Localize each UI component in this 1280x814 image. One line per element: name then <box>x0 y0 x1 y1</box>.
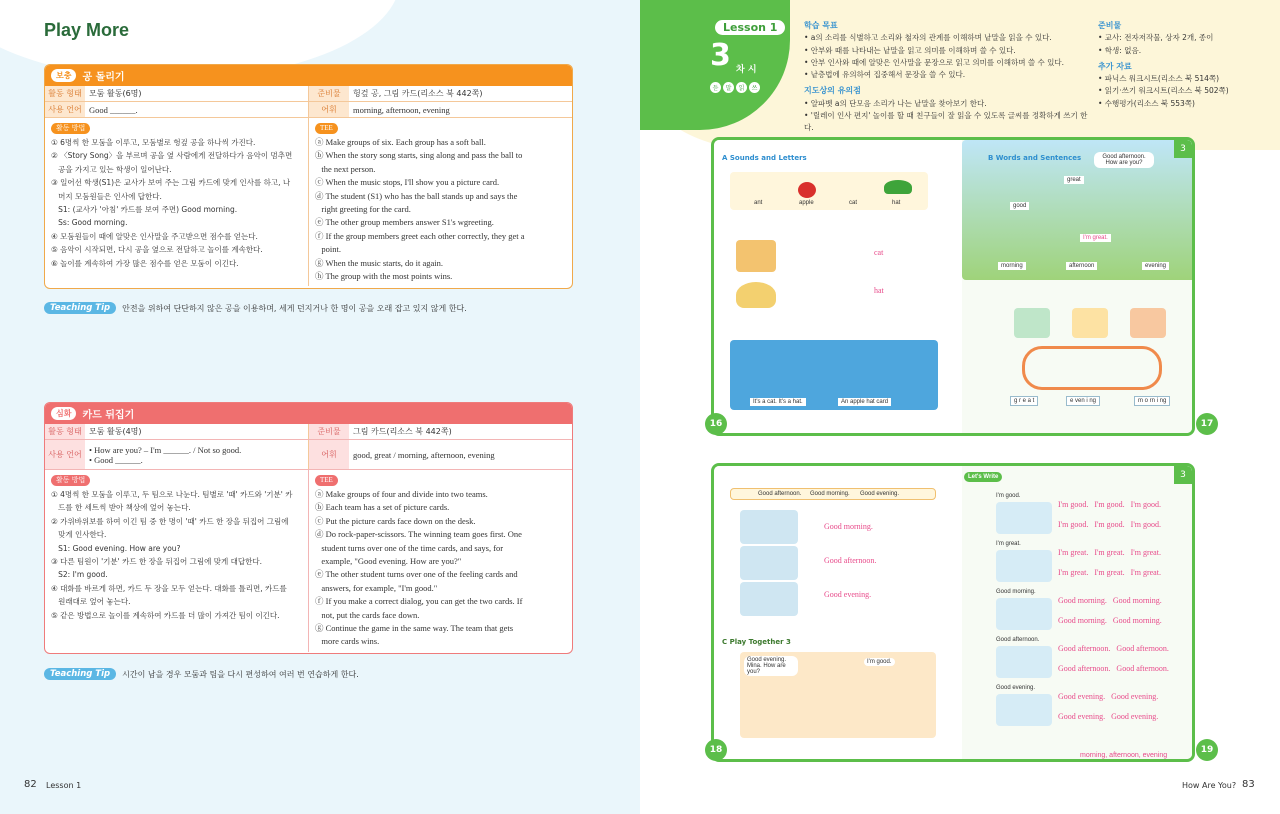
goal-item: • 안부 인사와 때에 알맞은 인사말을 문장으로 읽고 의미를 이해하며 쓸 수 있다. <box>804 57 1065 67</box>
note-item: • '릴레이 인사 편지' 놀이를 할 때 친구들이 잘 읽을 수 있도록 글씨를 정확하게 쓰기 한다. <box>804 111 1088 133</box>
card-text: It's a cat. It's a hat. <box>750 398 806 406</box>
answer-line: Good afternoon. <box>824 556 877 565</box>
method-pill: 활동 방법 <box>51 475 90 486</box>
match-picture <box>1072 308 1108 338</box>
lang-value <box>85 440 309 469</box>
step-item: ① 6명씩 한 모둠을 이루고, 모둠별로 헝겊 공을 하나씩 가진다. <box>51 138 256 147</box>
bottom-words: morning, afternoon, evening <box>1080 752 1168 759</box>
goal-item: • a의 소리를 식별하고 소리와 철자의 관계를 이해하며 낱말을 읽을 수 있다. <box>804 33 1052 43</box>
page-number: 82 <box>24 779 37 790</box>
lesson-footer: Lesson 1 <box>46 781 82 790</box>
activity-card-1 <box>44 64 573 289</box>
skill-dot: 듣 <box>710 82 721 93</box>
writing-picture <box>996 502 1052 534</box>
notes-title: 지도상의 유의점 <box>804 86 861 96</box>
writing-prompt: I'm great. <box>996 541 1021 547</box>
step-item: 머지 모둠원들은 인사에 답한다. <box>51 191 162 201</box>
section-a-title: A Sounds and Letters <box>722 154 807 162</box>
step-item: ⓓ The student (S1) who has the ball stands up and says the <box>315 190 518 201</box>
writing-prompt: Good morning. <box>996 589 1036 595</box>
step-item: ⓒ When the music stops, I'll show you a picture card. <box>315 177 500 188</box>
en-steps <box>309 470 572 652</box>
step-item: ④ 모둠원들이 때에 알맞은 인사말을 주고받으면 점수를 얻는다. <box>51 231 258 241</box>
prep-label: 준비물 <box>309 424 349 439</box>
lang-label: 사용 언어 <box>45 440 85 469</box>
step-item: point. <box>315 244 341 255</box>
step-item: the next person. <box>315 163 376 174</box>
lesson-label: Lesson 1 <box>715 20 785 35</box>
spread-right-page <box>962 140 1195 433</box>
scene-image <box>740 546 798 580</box>
form-label: 활동 형태 <box>45 86 85 101</box>
vocab-value: morning, afternoon, evening <box>353 104 450 115</box>
section-b-title: B Words and Sentences <box>988 154 1082 162</box>
step-item: ④ 대화를 바르게 하면, 카드 두 장을 모두 얻는다. 대화를 틀리면, 카드를 <box>51 583 287 593</box>
word-good: good <box>1010 202 1029 210</box>
step-item: Ss: Good morning. <box>51 218 128 228</box>
spread-left-page <box>714 466 962 759</box>
bank-word: Good morning. <box>810 491 850 497</box>
session-number: 3 <box>710 38 731 73</box>
spread-page-number: 18 <box>705 739 727 761</box>
answer-line: Good morning. <box>824 522 873 531</box>
lang-line: • How are you? – I'm ______. / Not so good. <box>89 444 242 455</box>
spelling-morning: m o rn i ng <box>1134 396 1170 406</box>
step-item: ⓖ Continue the game in the same way. The team that gets <box>315 623 514 634</box>
info-row <box>45 424 572 440</box>
step-item: ⑤ 같은 방법으로 놀이를 계속하여 카드를 더 많이 가져간 팀이 이긴다. <box>51 610 280 620</box>
activity-header <box>45 403 572 424</box>
skill-dot: 쓰 <box>749 82 760 93</box>
speech-bubble: Good afternoon. How are you? <box>1094 152 1154 168</box>
step-item: ③ 일어선 학생(S1)은 교사가 보여 주는 그림 카드에 맞게 인사를 하고, 나 <box>51 178 291 188</box>
step-item: ② 가위바위보를 하여 이긴 팀 중 한 명이 '때' 카드 한 장을 뒤집어 그림에 <box>51 516 289 526</box>
writing-picture <box>996 694 1052 726</box>
vocab-label: 어휘 <box>309 440 349 469</box>
card-text: An apple hat card <box>838 398 891 406</box>
goal-item: • 안부와 때를 나타내는 낱말을 읽고 의미를 이해하며 쓸 수 있다. <box>804 45 1016 55</box>
skill-dot: 말 <box>723 82 734 93</box>
page-number: 83 <box>1242 779 1255 790</box>
step-item: student turns over one of the time cards, and says, for <box>315 542 504 553</box>
step-item: ⑤ 음악이 시작되면, 다시 공을 옆으로 전달하고 놀이를 계속한다. <box>51 245 263 255</box>
step-item: S1: Good evening. How are you? <box>51 543 181 553</box>
activity-body <box>45 118 572 286</box>
step-item: ⓕ If you make a correct dialog, you can get the two cards. If <box>315 596 523 607</box>
writing-prompt: I'm good. <box>996 493 1021 499</box>
info-row <box>45 102 572 118</box>
ko-steps <box>45 470 309 652</box>
step-item: right greeting for the card. <box>315 204 411 215</box>
answer-cat: cat <box>874 248 884 257</box>
teaching-tip-2 <box>44 668 359 680</box>
prep-value: 그림 카드(리소스 북 442쪽) <box>353 427 452 436</box>
activity-body <box>45 470 572 652</box>
step-item: ⓓ Do rock-paper-scissors. The winning team goes first. One <box>315 529 522 540</box>
activity-card-2 <box>44 402 573 654</box>
word-hat: hat <box>892 200 901 206</box>
extra-item: • 읽기·쓰기 워크시트(리소스 북 502쪽) <box>1098 86 1229 96</box>
trace-line: Good afternoon. Good afternoon. <box>1058 664 1169 673</box>
trace-line: Good morning. Good morning. <box>1058 616 1162 625</box>
lang-line: • Good ______. <box>89 454 143 465</box>
step-item: 공을 가지고 있는 학생이 일어난다. <box>51 164 172 174</box>
writing-prompt: Good afternoon. <box>996 637 1040 643</box>
step-item: 맞게 인사한다. <box>51 530 107 540</box>
extra-item: • 파닉스 워크시트(리소스 북 514쪽) <box>1098 74 1220 84</box>
spread-page-number: 19 <box>1196 739 1218 761</box>
bank-word: Good afternoon. <box>758 491 802 497</box>
hat-image <box>884 180 912 194</box>
vocab-value: good, great / morning, afternoon, evening <box>353 449 495 460</box>
extra-item: • 수행평가(리소스 북 553쪽) <box>1098 98 1195 108</box>
time-evening: evening <box>1142 262 1169 270</box>
lang-label: 사용 언어 <box>45 102 85 117</box>
step-item: S1: (교사가 '아침' 카드를 보여 주면) Good morning. <box>51 205 238 215</box>
match-picture <box>1014 308 1050 338</box>
trace-line: I'm great. I'm great. I'm great. <box>1058 548 1161 557</box>
bank-word: Good evening. <box>860 491 900 497</box>
skill-dot: 읽 <box>736 82 747 93</box>
maze-lines <box>1022 346 1162 390</box>
form-value: 모둠 활동(6명) <box>85 86 309 101</box>
step-item: answers, for example, "I'm good." <box>315 582 438 593</box>
trace-line: I'm good. I'm good. I'm good. <box>1058 500 1161 509</box>
tip-text: 안전을 위하여 단단하지 않은 공을 이용하며, 세게 던지거나 한 명이 공을 오래 잡고 있지 않게 한다. <box>122 303 467 313</box>
trace-line: Good evening. Good evening. <box>1058 692 1159 701</box>
step-item: not, put the cards face down. <box>315 609 420 620</box>
goals-title: 학습 목표 <box>804 21 838 30</box>
speech-bubble: Good evening. Mina. How are you? <box>744 656 798 676</box>
hat-image <box>736 282 776 308</box>
scene-image <box>740 510 798 544</box>
activity-name: 카드 뒤집기 <box>82 410 135 421</box>
spelling-great: g r e a t <box>1010 396 1038 406</box>
prep-label: 준비물 <box>309 86 349 101</box>
step-item: ③ 다른 팀원이 '기분' 카드 한 장을 뒤집어 그림에 맞게 대답한다. <box>51 557 262 567</box>
corner-number: 3 <box>1174 140 1192 158</box>
spread-page-number: 16 <box>705 413 727 435</box>
trace-line: Good morning. Good morning. <box>1058 596 1162 605</box>
info-row <box>45 440 572 470</box>
skill-dots <box>710 82 760 93</box>
step-item: ⓑ When the story song starts, sing along and pass the ball to <box>315 150 523 161</box>
step-item: 드를 한 세트씩 받아 책상에 엎어 놓는다. <box>51 503 191 513</box>
vocab-label: 어휘 <box>309 102 349 117</box>
activity-name: 공 돌리기 <box>82 72 125 83</box>
footer-title: How Are You? <box>1182 781 1237 790</box>
activity-header <box>45 65 572 86</box>
trace-line: I'm great. I'm great. I'm great. <box>1058 568 1161 577</box>
textbook-spread-2 <box>711 463 1195 762</box>
step-item: S2: I'm good. <box>51 570 108 580</box>
tee-pill: TEE <box>315 475 338 486</box>
step-item: ⓒ Put the picture cards face down on the desk. <box>315 515 476 526</box>
ko-steps <box>45 118 309 286</box>
page-title: Play More <box>44 20 130 40</box>
time-afternoon: afternoon <box>1066 262 1097 270</box>
step-item: ⓐ Make groups of four and divide into two teams. <box>315 489 488 499</box>
writing-picture <box>996 598 1052 630</box>
spelling-evening: e ven i ng <box>1066 396 1100 406</box>
form-label: 활동 형태 <box>45 424 85 439</box>
activity-badge: 보충 <box>51 69 76 82</box>
info-row <box>45 86 572 102</box>
step-item: ⓔ The other group members answer S1's wgreeting. <box>315 217 494 228</box>
note-item: • 알파벳 a의 단모음 소리가 나는 낱말을 찾아보기 한다. <box>804 98 987 108</box>
word-im-great: I'm great. <box>1080 234 1111 242</box>
trace-line: Good evening. Good evening. <box>1058 712 1159 721</box>
spread-page-number: 17 <box>1196 413 1218 435</box>
step-item: more cards wins. <box>315 636 380 647</box>
trace-line: Good afternoon. Good afternoon. <box>1058 644 1169 653</box>
step-item: 원래대로 엎어 놓는다. <box>51 597 131 607</box>
speech-bubble: I'm good. <box>864 658 895 666</box>
tip-text: 시간이 남을 경우 모둠과 팀을 다시 편성하여 여러 번 연습하게 한다. <box>122 669 359 679</box>
word-great: great <box>1064 176 1084 184</box>
activity-badge: 심화 <box>51 407 76 420</box>
prep-materials <box>1098 20 1268 110</box>
textbook-spread-1 <box>711 137 1195 436</box>
right-page <box>640 0 1280 814</box>
tip-label: Teaching Tip <box>44 302 116 314</box>
step-item: ⓐ Make groups of six. Each group has a soft ball. <box>315 137 486 147</box>
session-label: 차 시 <box>736 65 757 75</box>
word-cat: cat <box>849 200 858 206</box>
goal-item: • 낱층법에 유의하여 집중해서 문장을 쓸 수 있다. <box>804 70 966 80</box>
step-item: ⓖ When the music starts, do it again. <box>315 257 444 268</box>
scene-image <box>740 582 798 616</box>
writing-picture <box>996 550 1052 582</box>
writing-prompt: Good evening. <box>996 685 1036 691</box>
word-apple: apple <box>799 200 814 206</box>
spread-right-page <box>962 466 1195 759</box>
step-item: ⓗ The group with the most points wins. <box>315 271 453 282</box>
cat-image <box>736 240 776 272</box>
extra-title: 추가 자료 <box>1098 61 1132 71</box>
answer-line: Good evening. <box>824 590 872 599</box>
learning-goals <box>804 20 1094 135</box>
en-steps <box>309 118 572 286</box>
match-picture <box>1130 308 1166 338</box>
step-item: ⓔ The other student turns over one of the feeling cards and <box>315 569 518 580</box>
section-c-title: C Play Together 3 <box>722 638 791 646</box>
prep-value: 헝겊 공, 그림 카드(리소스 북 442쪽) <box>353 89 483 98</box>
step-item: ① 4명씩 한 모둠을 이루고, 두 팀으로 나눈다. 팀별로 '때' 카드와 '기분' 카 <box>51 490 293 499</box>
prep-title: 준비물 <box>1098 21 1122 30</box>
tip-label: Teaching Tip <box>44 668 116 680</box>
form-value: 모둠 활동(4명) <box>85 424 309 439</box>
prep-item: • 교사: 전자저작물, 상자 2개, 종이 <box>1098 33 1214 43</box>
step-item: example, "Good evening. How are you?" <box>315 556 462 567</box>
step-item: ⑥ 놀이를 계속하여 가장 많은 점수를 얻은 모둠이 이긴다. <box>51 258 239 268</box>
spread-left-page <box>714 140 962 433</box>
answer-hat: hat <box>874 286 884 295</box>
tee-pill: TEE <box>315 123 338 134</box>
corner-number: 3 <box>1174 466 1192 484</box>
method-pill: 활동 방법 <box>51 123 90 134</box>
lets-write-badge: Let's Write <box>964 472 1002 482</box>
apple-image <box>798 182 816 198</box>
lang-value: Good ______. <box>85 102 309 117</box>
teaching-tip-1 <box>44 302 467 314</box>
prep-item: • 학생: 없음. <box>1098 45 1142 55</box>
word-ant: ant <box>754 200 763 206</box>
writing-picture <box>996 646 1052 678</box>
step-item: ⓑ Each team has a set of picture cards. <box>315 502 450 513</box>
time-morning: morning <box>998 262 1026 270</box>
step-item: ② 〈Story Song〉을 부르며 공을 옆 사람에게 전달하다가 음악이 멈추면 <box>51 151 293 161</box>
step-item: ⓕ If the group members greet each other correctly, they get a <box>315 230 525 241</box>
trace-line: I'm good. I'm good. I'm good. <box>1058 520 1161 529</box>
